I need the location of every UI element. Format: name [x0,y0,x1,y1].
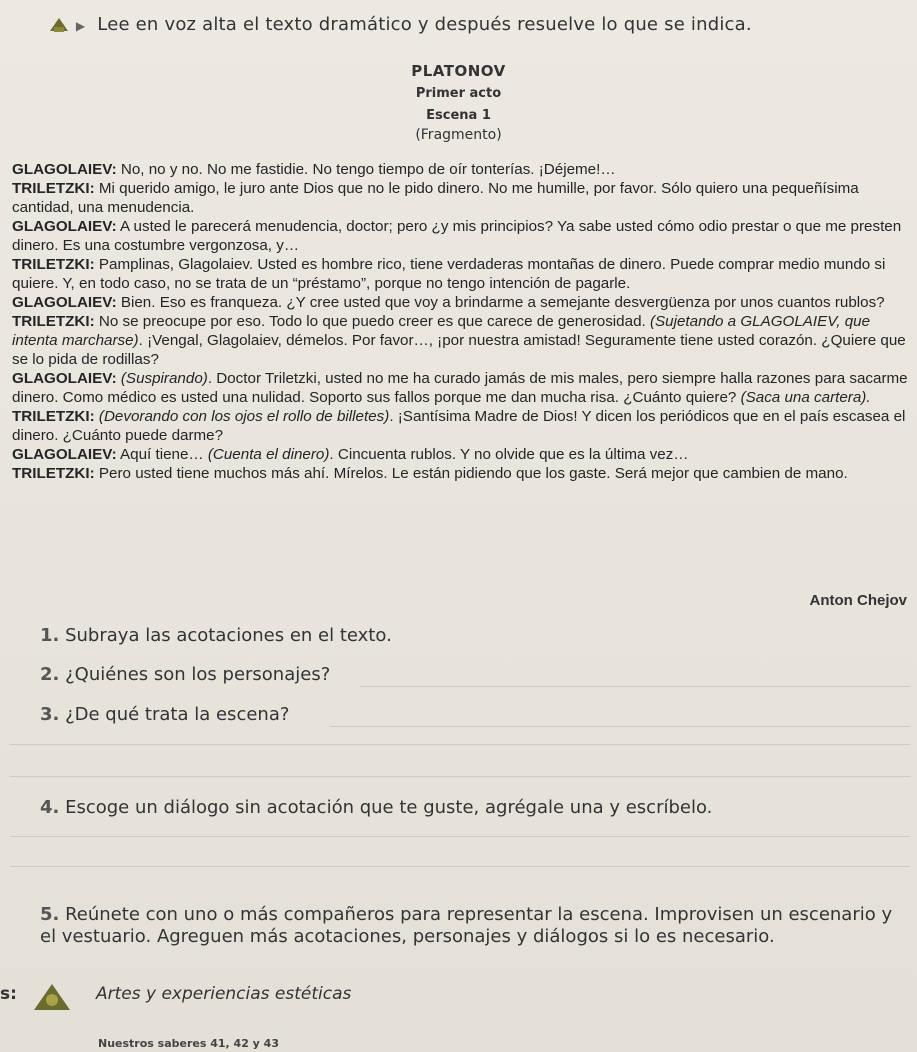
stage-direction: (Cuenta el dinero) [207,446,330,463]
question-3: 3. ¿De qué trata la escena? [40,704,290,725]
question-1: 1. Subraya las acotaciones en el texto. [40,625,392,646]
stage-direction: (Saca una cartera). [740,389,871,406]
scene-label: Escena 1 [426,108,491,123]
speaker: TRILETZKI: [12,256,95,273]
speaker: TRILETZKI: [12,180,95,197]
question-number: 1. [40,625,60,646]
dialogue-line: TRILETZKI: Pamplinas, Glagolaiev. Usted es hombre rico, tiene verdaderas montañas de dinero. Puede comprar medio mundo si quiere. Y, en todo caso, no se trata de un “préstamo”, porque no tengo intención de pagarle. [12,256,886,292]
dialogue-text [12,160,910,483]
question-number: 5. [40,904,60,925]
dialogue-line: GLAGOLAIEV: Bien. Eso es franqueza. ¿Y cree usted que voy a brindarme a semejante desvergüenza por unos cuantos rublos? [12,294,885,311]
dialogue-line: GLAGOLAIEV: Aquí tiene… (Cuenta el dinero). Cincuenta rublos. Y no olvide que es la última vez… [12,446,689,463]
stage-direction: (Suspirando) [120,370,208,387]
book-badge-icon [48,15,70,35]
dialogue-line: GLAGOLAIEV: No, no y no. No me fastidie. No tengo tiempo de oír tonterías. ¡Déjeme!… [12,161,616,178]
dialogue-line: TRILETZKI: No se preocupe por eso. Todo lo que puedo creer es que carece de generosidad. (Sujetando a GLAGOLAIEV, que intenta marcharse). ¡Vengal, Glagolaiev, démelos. Por favor…, ¡por nuestra amistad! Seguramente tiene usted corazón. ¿Quiere que se lo pida de rodillas? [12,313,906,368]
instruction-text: Lee en voz alta el texto dramático y después resuelve lo que se indica. [97,14,752,35]
question-2: 2. ¿Quiénes son los personajes? [40,664,331,685]
dialogue-line: GLAGOLAIEV: (Suspirando). Doctor Triletzki, usted no me ha curado jamás de mis males, pero siempre halla razones para sacarme dinero. Como médico es usted una nulidad. Soporto sus fallos porque me dan mucha risa. ¿Cuánto quiere? (Saca una cartera). [12,370,908,406]
dialogue-line: TRILETZKI: Pero usted tiene muchos más ahí. Mírelos. Le están pidiendo que los gaste. Será mejor que cambien de mano. [12,465,848,482]
answer-line[interactable] [360,686,910,687]
answer-line[interactable] [10,866,910,867]
instruction-line [48,14,888,35]
footer-label: Artes y experiencias estéticas [96,984,352,1004]
author-credit: Anton Chejov [809,592,907,609]
arrow-icon: ▶ [75,19,86,33]
speaker: GLAGOLAIEV: [12,294,117,311]
speaker: GLAGOLAIEV: [12,370,117,387]
answer-line[interactable] [330,726,910,727]
footer-prefix: s: [0,984,17,1004]
question-5: 5. Reúnete con uno o más compañeros para representar la escena. Improvisen un escenario y el vestuario. Agreguen más acotaciones, personajes y diálogos si lo es necesario. [40,904,893,947]
act-label: Primer acto [415,86,502,101]
fragment-label: (Fragmento) [415,127,502,143]
speaker: TRILETZKI: [12,408,95,425]
dialogue-line: TRILETZKI: Mi querido amigo, le juro ante Dios que no le pido dinero. No me humille, por favor. Sólo quiero una pequeñísima cantidad, una menudencia. [12,180,859,216]
answer-line[interactable] [10,836,910,837]
play-title: PLATONOV [411,62,506,80]
dialogue-line: GLAGOLAIEV: A usted le parecerá menudencia, doctor; pero ¿y mis principios? Ya sabe usted cómo odio prestar o que me presten dinero. Es una costumbre vergonzosa, y… [12,218,902,254]
page-footer-note: Nuestros saberes 41, 42 y 43 [98,1037,279,1050]
question-number: 2. [40,664,60,685]
speaker: GLAGOLAIEV: [12,446,117,463]
dialogue-line: TRILETZKI: (Devorando con los ojos el rollo de billetes). ¡Santísima Madre de Dios! Y dicen los periódicos que en el país escasea el dinero. ¿Cuánto puede darme? [12,408,906,444]
speaker: TRILETZKI: [12,465,95,482]
speaker: GLAGOLAIEV: [12,218,117,235]
answer-line[interactable] [10,744,910,745]
question-number: 3. [40,704,60,725]
question-4: 4. Escoge un diálogo sin acotación que te guste, agrégale una y escríbelo. [40,797,713,818]
speaker: GLAGOLAIEV: [12,161,117,178]
arts-badge-icon [30,980,74,1014]
speaker: TRILETZKI: [12,313,95,330]
question-number: 4. [40,797,60,818]
answer-line[interactable] [10,776,910,777]
stage-direction: (Devorando con los ojos el rollo de billetes) [98,408,390,425]
stage-direction: (Sujetando a GLAGOLAIEV, que intenta marcharse) [12,313,871,349]
